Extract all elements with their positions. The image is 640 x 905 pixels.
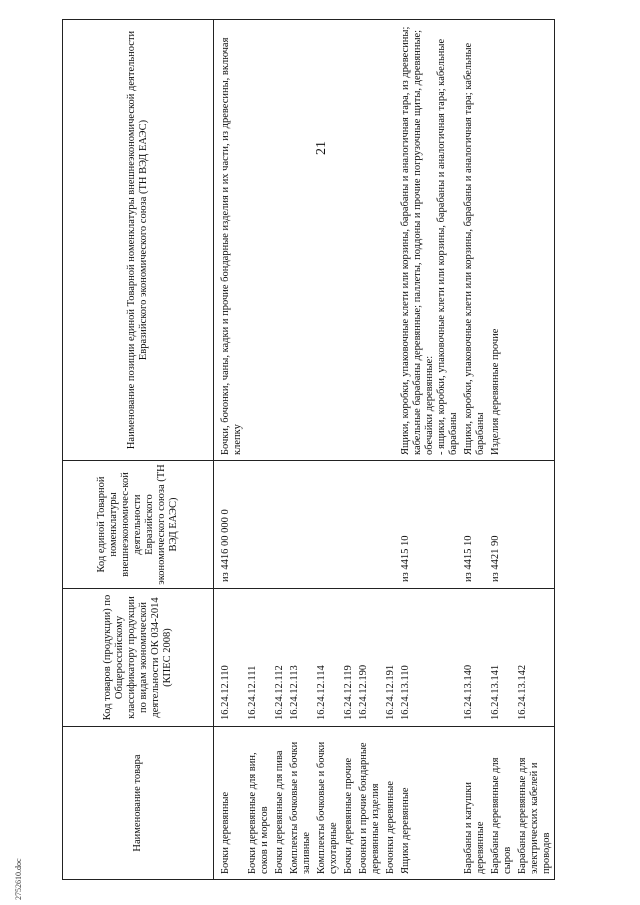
goods-name-cell: Барабаны деревянные для сыров xyxy=(488,727,515,880)
header-goods-name: Наименование товара xyxy=(63,727,214,880)
tnved-code-cell: из 4421 90 xyxy=(488,461,515,589)
table-row xyxy=(314,20,341,880)
okpd2-code-cell: 16.24.12.113 xyxy=(287,589,314,727)
tnved-name-cell xyxy=(287,20,314,461)
tnved-name-cell xyxy=(356,20,383,461)
goods-name-cell: Бочки деревянные xyxy=(214,727,246,880)
goods-name-cell: Ящики деревянные xyxy=(398,727,461,880)
okpd2-code-cell: 16.24.12.111 xyxy=(245,589,272,727)
okpd2-code-cell: 16.24.13.110 xyxy=(398,589,461,727)
goods-name-cell: Бочонки и прочие бондарные деревянные изделия xyxy=(356,727,383,880)
goods-code-table xyxy=(62,19,555,880)
table-row xyxy=(245,20,272,880)
goods-name-cell: Бочки деревянные прочие xyxy=(341,727,356,880)
tnved-code-cell xyxy=(314,461,341,589)
header-tnved-code: Код единой Товарной номенклатуры внешнеэкономичес-кой деятельности Евразийского экономического союза (ТН ВЭД ЕАЭС) xyxy=(63,461,214,589)
okpd2-code-cell: 16.24.13.140 xyxy=(461,589,488,727)
table-row xyxy=(515,20,555,880)
tnved-code-cell: из 4415 10 xyxy=(398,461,461,589)
okpd2-code-cell: 16.24.12.114 xyxy=(314,589,341,727)
table-row xyxy=(287,20,314,880)
tnved-name-cell: Ящики, коробки, упаковочные клети или корзины, барабаны и аналогичная тара, из древесины; кабельные барабаны деревянные; паллеты, поддоны и прочие погрузочные щиты, деревянные; обечайки деревянные: - ящики, коробки, упаковочные клети или корзины, барабаны и аналогичная тара; кабельные барабаны xyxy=(398,20,461,461)
header-tnved-name: Наименование позиции единой Товарной номенклатуры внешнеэкономической деятельности Евразийского экономического союза (ТН ВЭД ЕАЭС) xyxy=(63,20,214,461)
tnved-name-cell xyxy=(272,20,287,461)
okpd2-code-cell: 16.24.12.119 xyxy=(341,589,356,727)
tnved-code-cell: из 4415 10 xyxy=(461,461,488,589)
table-row xyxy=(461,20,488,880)
document-id: 2752610.doc xyxy=(14,858,23,900)
table-header-row xyxy=(63,20,214,880)
table-row xyxy=(341,20,356,880)
okpd2-code-cell: 16.24.13.142 xyxy=(515,589,555,727)
tnved-name-cell xyxy=(341,20,356,461)
tnved-code-cell: из 4416 00 000 0 xyxy=(214,461,246,589)
tnved-name-cell: Ящики, коробки, упаковочные клети или корзины, барабаны и аналогичная тара; кабельные барабаны xyxy=(461,20,488,461)
table-row xyxy=(214,20,246,880)
rotated-table-container xyxy=(62,20,614,880)
tnved-code-cell xyxy=(341,461,356,589)
okpd2-code-cell: 16.24.13.141 xyxy=(488,589,515,727)
tnved-code-cell xyxy=(272,461,287,589)
goods-name-cell: Барабаны деревянные для электрических кабелей и проводов xyxy=(515,727,555,880)
tnved-code-cell xyxy=(356,461,383,589)
goods-name-cell: Барабаны и катушки деревянные xyxy=(461,727,488,880)
tnved-code-cell xyxy=(245,461,272,589)
table-row xyxy=(488,20,515,880)
header-okpd2-code: Код товаров (продукции) по Общероссийскому классификатору продукции по видам экономической деятельности ОК 034-2014 (КПЕС 2008) xyxy=(63,589,214,727)
okpd2-code-cell: 16.24.12.110 xyxy=(214,589,246,727)
goods-name-cell: Бочки деревянные для вин, соков и морсов xyxy=(245,727,272,880)
goods-name-cell: Комплекты бочковые и бочки сухотарные xyxy=(314,727,341,880)
okpd2-code-cell: 16.24.12.190 xyxy=(356,589,383,727)
tnved-name-cell: Бочки, бочонки, чаны, кадки и прочие бондарные изделия и их части, из древесины, включая клепку xyxy=(214,20,246,461)
tnved-name-cell xyxy=(245,20,272,461)
tnved-code-cell xyxy=(383,461,398,589)
table-body xyxy=(214,20,555,880)
okpd2-code-cell: 16.24.12.191 xyxy=(383,589,398,727)
tnved-code-cell xyxy=(287,461,314,589)
table-row xyxy=(356,20,383,880)
goods-name-cell: Бочки деревянные для пива xyxy=(272,727,287,880)
okpd2-code-cell: 16.24.12.112 xyxy=(272,589,287,727)
table-row xyxy=(398,20,461,880)
goods-name-cell: Бочонки деревянные xyxy=(383,727,398,880)
goods-name-cell: Комплекты бочковые и бочки заливные xyxy=(287,727,314,880)
table-row xyxy=(383,20,398,880)
tnved-name-cell xyxy=(314,20,341,461)
page-number: 21 xyxy=(314,141,329,155)
tnved-name-cell xyxy=(383,20,398,461)
table-row xyxy=(272,20,287,880)
tnved-code-cell xyxy=(515,461,555,589)
tnved-name-cell xyxy=(515,20,555,461)
tnved-name-cell: Изделия деревянные прочие xyxy=(488,20,515,461)
